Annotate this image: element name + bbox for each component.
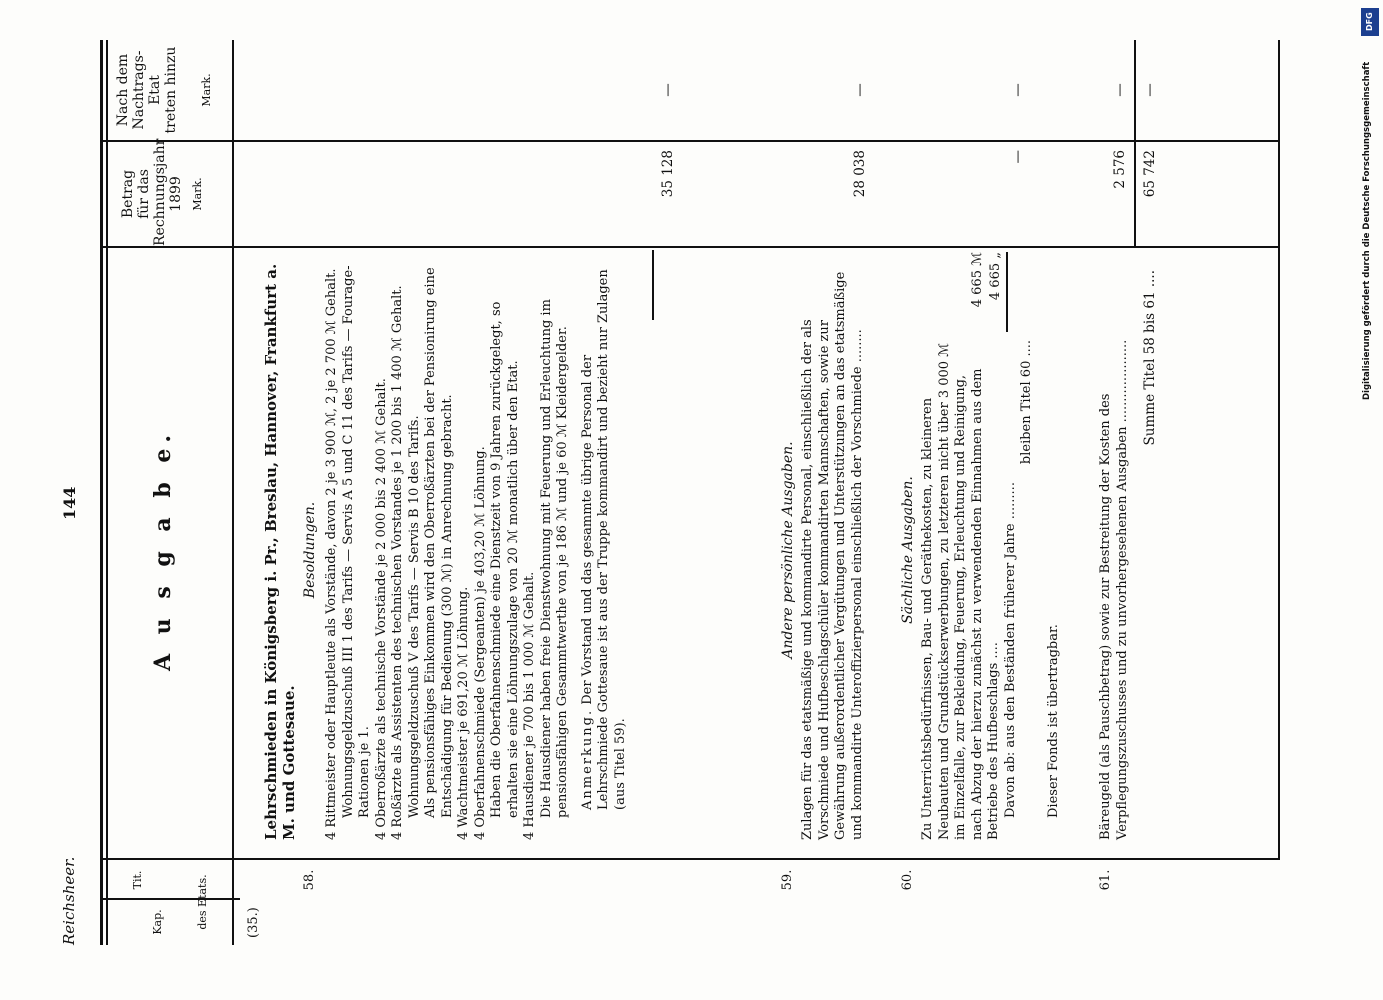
total-label: Summe Titel 58 bis 61 .... <box>1142 270 1158 446</box>
titel-58-sum-rule <box>652 250 654 320</box>
added-header-line-1: Nach dem <box>115 53 131 127</box>
titel-60-line: Dieser Fonds ist übertragbar. <box>1045 624 1061 818</box>
titel-58-note-label: Anmerkung. <box>579 708 595 810</box>
titel-61-line: Bäreugeld (als Pauschbetrag) sowie zur Bestreitung der Kosten des Verpflegungszuschusses und zu unvorhergesehenen Ausgaben .................... <box>1098 339 1130 840</box>
titel-58-number: 58. <box>302 869 317 891</box>
section-title: Lehrschmieden in Königsberg i. Pr., Breslau, Hannover, Frankfurt a. M. und Gottesaue. <box>262 263 298 840</box>
amount-unit: Mark. <box>191 177 204 211</box>
titel-58-line: 4 Roßärzte als Assistenten des technischen Vorstandes je 1 200 bis 1 400 ℳ Gehalt. <box>390 285 405 840</box>
titel-60-line: Davon ab: aus den Beständen früherer Jahre ......... <box>1002 482 1018 818</box>
kapitel-number: (35.) <box>246 907 261 938</box>
titel-58-line: Wohnungsgeldzuschuß III 1 des Tarifs — Servis A 5 und C 11 des Tarifs — Fourage-Rationen je 1. <box>340 265 372 818</box>
amount-header-line-3: Rechnungsjahr <box>152 138 168 246</box>
titel-61-number: 61. <box>1098 869 1113 891</box>
titel-60-number: 60. <box>900 869 915 891</box>
amount-header-line-1: Betrag <box>120 169 136 219</box>
added-header <box>115 40 215 140</box>
added-header-line-2: Nachtrags-Etat <box>131 50 163 130</box>
titel-58-note <box>580 260 630 840</box>
titel-61-body <box>1098 260 1131 840</box>
titel-59-added: — <box>852 83 868 97</box>
titel-60-line: Zu Unterrichtsbedürfnissen, Bau- und Geräthekosten, zu kleineren Neubauten und Grundstückserwerbungen, zu letzteren nicht über 3 000 ℳ im Einzelfalle, zur Bekleidung, Feuerung, Erleuchtung und Reinigung, nach Abzug der hierzu zunächst zu verwendenden Einnahmen aus dem Betriebe des Hufbeschlags .... <box>920 342 1001 840</box>
total-rule <box>1134 40 1136 246</box>
text-divider <box>100 246 1280 248</box>
amount-header <box>120 138 206 246</box>
titel-60-added: — <box>1010 83 1026 97</box>
titel-58-amount: 35 128 <box>660 150 676 198</box>
table-header-rule <box>232 40 234 945</box>
titel-59-amount: 28 038 <box>852 150 868 198</box>
table-top-rule <box>100 40 103 945</box>
running-head: Reichsheer. <box>60 856 78 945</box>
added-header-line-3: treten hinzu <box>163 46 179 134</box>
titel-60-sub-amount-1: 4 665 ℳ <box>970 252 985 308</box>
digitization-note: Digitalisierung gefördert durch die Deutsche Forschungsgemeinschaft <box>1362 61 1372 400</box>
titel-58-line: 4 Oberroßärzte als technische Vorstände je 2 000 bis 2 400 ℳ Gehalt. <box>373 378 389 840</box>
titel-60-line: bleiben Titel 60 .... <box>1019 340 1034 465</box>
titel-58-added: — <box>660 83 676 97</box>
titel-60-body <box>920 340 1062 840</box>
titel-58-line: 4 Rittmeister oder Hauptleute als Vorstände, davon 2 je 3 900 ℳ, 2 je 2 700 ℳ Gehalt. <box>324 268 339 840</box>
titel-58-line: 4 Oberfahnenschmiede (Sergeanten) je 403,20 ℳ Löhnung. <box>472 446 488 840</box>
titel-58-line: Wohnungsgeldzuschuß V des Tarifs — Servis B 10 des Tarifs. <box>406 415 422 818</box>
amount-header-line-4: 1899 <box>168 176 184 212</box>
titel-58-body <box>324 260 629 840</box>
total-added: — <box>1142 83 1158 97</box>
titel-59-body <box>800 260 866 840</box>
table-bottom-rule <box>1278 40 1280 860</box>
kap-divider <box>100 899 240 901</box>
titel-58-line: Haben die Oberfahnenschmiede eine Dienstzeit von 9 Jahren zurückgelegt, so erhalten sie eine Löhnungszulage von 20 ℳ monatlich über den Etat. <box>489 301 521 818</box>
titel-58-line: Als pensionsfähiges Einkommen wird den Oberroßärzten bei der Pensionirung eine Entschädigung für Bedienung (300 ℳ) in Anrechnung gebracht. <box>423 267 455 818</box>
titel-60-sub-rule <box>1006 252 1008 332</box>
des-etats-header: des Etats. <box>196 874 209 930</box>
amount-header-line-2: für das <box>136 169 152 219</box>
dfg-logo: DFG <box>1361 8 1379 36</box>
titel-59-number: 59. <box>780 869 795 891</box>
titel-61-added: — <box>1112 83 1128 97</box>
titel-60-heading: Sächliche Ausgaben. <box>900 476 916 624</box>
tit-header: Tit. <box>131 870 144 890</box>
titel-58-line: Die Hausdiener haben freie Dienstwohnung mit Feuerung und Erleuchtung im pensionsfähigen Gesammtwerthe von je 186 ℳ und je 60 ℳ Kleidergelder. <box>538 299 570 818</box>
page-title: A u s g a b e. <box>150 428 176 672</box>
amount-divider <box>100 141 1280 143</box>
total-amount: 65 742 <box>1142 150 1158 198</box>
page-number: 144 <box>60 486 79 520</box>
titel-59-heading: Andere persönliche Ausgaben. <box>780 441 796 659</box>
title-block <box>150 260 176 840</box>
table-top-rule-2 <box>106 40 108 945</box>
kap-header: Kap. <box>151 909 164 935</box>
added-unit: Mark. <box>200 73 213 107</box>
titel-58-note-text: Der Vorstand und das gesammte übrige Personal der Lehrschmiede Gottesaue ist aus der Truppe kommandirt und bezieht nur Zulagen (aus Titel 59). <box>579 269 628 810</box>
titel-60-amount: — <box>1010 150 1026 164</box>
titel-61-amount: 2 576 <box>1112 150 1128 189</box>
titel-59-line: Zulagen für das etatsmäßige und kommandirte Personal, einschließlich der als Vorschmiede und Hufbeschlagschüler kommandirten Mannschaften, sowie zur Gewährung außerordentlicher Vergütungen und Unterstützungen an das etatsmäßige und kommandirte Unteroffizierpersonal einschließlich der Vorschmiede ........ <box>800 271 865 840</box>
titel-60-sub-amount-2: 4 665 „ <box>988 252 1003 301</box>
titel-58-heading: Besoldungen. <box>302 501 318 599</box>
titel-58-line: 4 Wachtmeister je 691,20 ℳ Löhnung. <box>456 586 471 840</box>
titel-58-line: 4 Hausdiener je 700 bis 1 000 ℳ Gehalt. <box>522 571 537 840</box>
